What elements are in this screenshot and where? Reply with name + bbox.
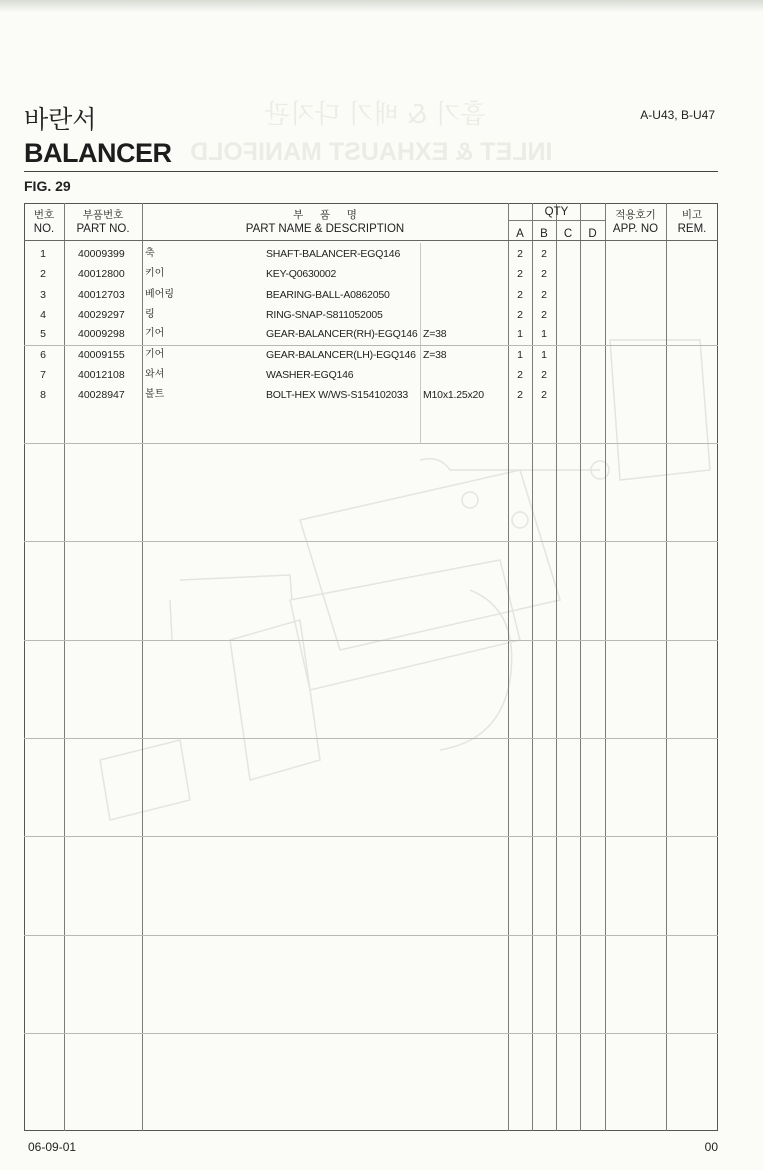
row-name-ko: 축: [145, 248, 155, 259]
header-rem-ko: 비고: [681, 209, 703, 221]
row-name-ko: 와셔: [145, 369, 165, 380]
header-qty-d: D: [588, 228, 597, 240]
row-group-line: [24, 541, 718, 542]
page-title-korean: 바란서: [24, 105, 97, 134]
header-part-ko: 부품번호: [82, 209, 124, 221]
row-qty-b: 2: [541, 248, 547, 260]
header-part-no: [64, 208, 142, 236]
header-desc-ko: 부 품 명: [293, 209, 357, 221]
row-spec: Z=38: [423, 328, 447, 340]
row-description: BOLT-HEX W/WS-S154102033: [266, 389, 409, 401]
page-number: 00: [704, 1140, 718, 1154]
show-through-heading: 흡기 & 배기 다지관: [265, 100, 486, 130]
header-description: [142, 208, 508, 236]
show-through-heading-en: INLET & EXHAUST MANIFOLD: [190, 138, 553, 166]
row-name-ko: 링: [145, 309, 155, 320]
table-row: [24, 285, 718, 305]
row-qty-a: 2: [517, 268, 523, 280]
row-part-no: 40009298: [78, 328, 125, 340]
header-qty-a: A: [516, 228, 524, 240]
row-qty-b: 2: [541, 309, 547, 321]
row-description: KEY-Q0630002: [266, 268, 337, 280]
header-part-en: PART NO.: [76, 223, 130, 235]
row-group-line: [24, 1033, 718, 1034]
row-name-ko: 키이: [145, 268, 165, 279]
row-name-ko: 기어: [145, 328, 165, 339]
row-spec: Z=38: [423, 349, 447, 361]
qty-subheader-line: [508, 220, 605, 221]
row-description: RING-SNAP-S811052005: [266, 309, 383, 321]
row-description: WASHER-EGQ146: [266, 369, 354, 381]
row-name-ko: 기어: [145, 349, 165, 360]
table-row: [24, 264, 718, 284]
row-part-no: 40009399: [78, 248, 125, 260]
row-description: SHAFT-BALANCER-EGQ146: [266, 248, 401, 260]
header-qty-c: C: [563, 228, 573, 240]
figure-label: FIG. 29: [24, 178, 71, 194]
header-no-en: NO.: [33, 223, 55, 235]
revision-date: 06-09-01: [28, 1140, 77, 1154]
row-description: BEARING-BALL-A0862050: [266, 289, 390, 301]
header-qty-b: B: [540, 228, 548, 240]
header-no: [24, 208, 64, 236]
row-group-line: [24, 738, 718, 739]
header-rem-en: REM.: [677, 223, 707, 235]
row-name-ko: 베어링: [145, 289, 174, 300]
row-description: GEAR-BALANCER(LH)-EGQ146: [266, 349, 416, 361]
header-remarks: [666, 208, 718, 236]
title-divider: [24, 171, 718, 172]
row-description: GEAR-BALANCER(RH)-EGQ146: [266, 328, 418, 340]
row-qty-b: 2: [541, 369, 547, 381]
row-qty-b: 2: [541, 289, 547, 301]
row-qty-b: 1: [541, 328, 547, 340]
row-qty-b: 1: [541, 349, 547, 361]
table-row: [24, 365, 718, 385]
row-qty-b: 2: [541, 389, 547, 401]
row-qty-a: 1: [517, 328, 523, 340]
row-part-no: 40029297: [78, 309, 125, 321]
row-part-no: 40012703: [78, 289, 125, 301]
row-group-line: [24, 640, 718, 641]
row-no: 2: [40, 268, 46, 280]
row-no: 1: [40, 248, 46, 260]
row-no: 3: [40, 289, 46, 301]
table-row: [24, 244, 718, 264]
table-row: [24, 345, 718, 365]
row-qty-a: 1: [517, 349, 523, 361]
table-row: [24, 324, 718, 344]
header-app-no: [605, 208, 666, 236]
row-qty-a: 2: [517, 248, 523, 260]
row-no: 8: [40, 389, 46, 401]
row-qty-a: 2: [517, 289, 523, 301]
model-applicability: A-U43, B-U47: [640, 108, 715, 122]
page-title: BALANCER: [24, 138, 172, 168]
row-part-no: 40028947: [78, 389, 125, 401]
table-row: [24, 305, 718, 325]
header-no-ko: 번호: [33, 209, 55, 221]
row-no: 7: [40, 369, 46, 381]
row-group-line: [24, 443, 718, 444]
header-desc-en: PART NAME & DESCRIPTION: [245, 223, 405, 235]
row-qty-a: 2: [517, 369, 523, 381]
row-name-ko: 볼트: [145, 389, 165, 400]
row-qty-b: 2: [541, 268, 547, 280]
row-group-line: [24, 935, 718, 936]
row-qty-a: 2: [517, 389, 523, 401]
row-no: 4: [40, 309, 46, 321]
row-spec: M10x1.25x20: [423, 389, 484, 401]
header-bottom-line: [24, 240, 718, 241]
header-app-en: APP. NO: [612, 223, 659, 235]
row-part-no: 40012800: [78, 268, 125, 280]
row-no: 6: [40, 349, 46, 361]
header-qty: QTY: [544, 206, 569, 218]
table-row: [24, 385, 718, 405]
row-part-no: 40012108: [78, 369, 125, 381]
header-app-ko: 적용호기: [615, 209, 656, 221]
row-part-no: 40009155: [78, 349, 125, 361]
row-group-line: [24, 836, 718, 837]
row-no: 5: [40, 328, 46, 340]
row-qty-a: 2: [517, 309, 523, 321]
